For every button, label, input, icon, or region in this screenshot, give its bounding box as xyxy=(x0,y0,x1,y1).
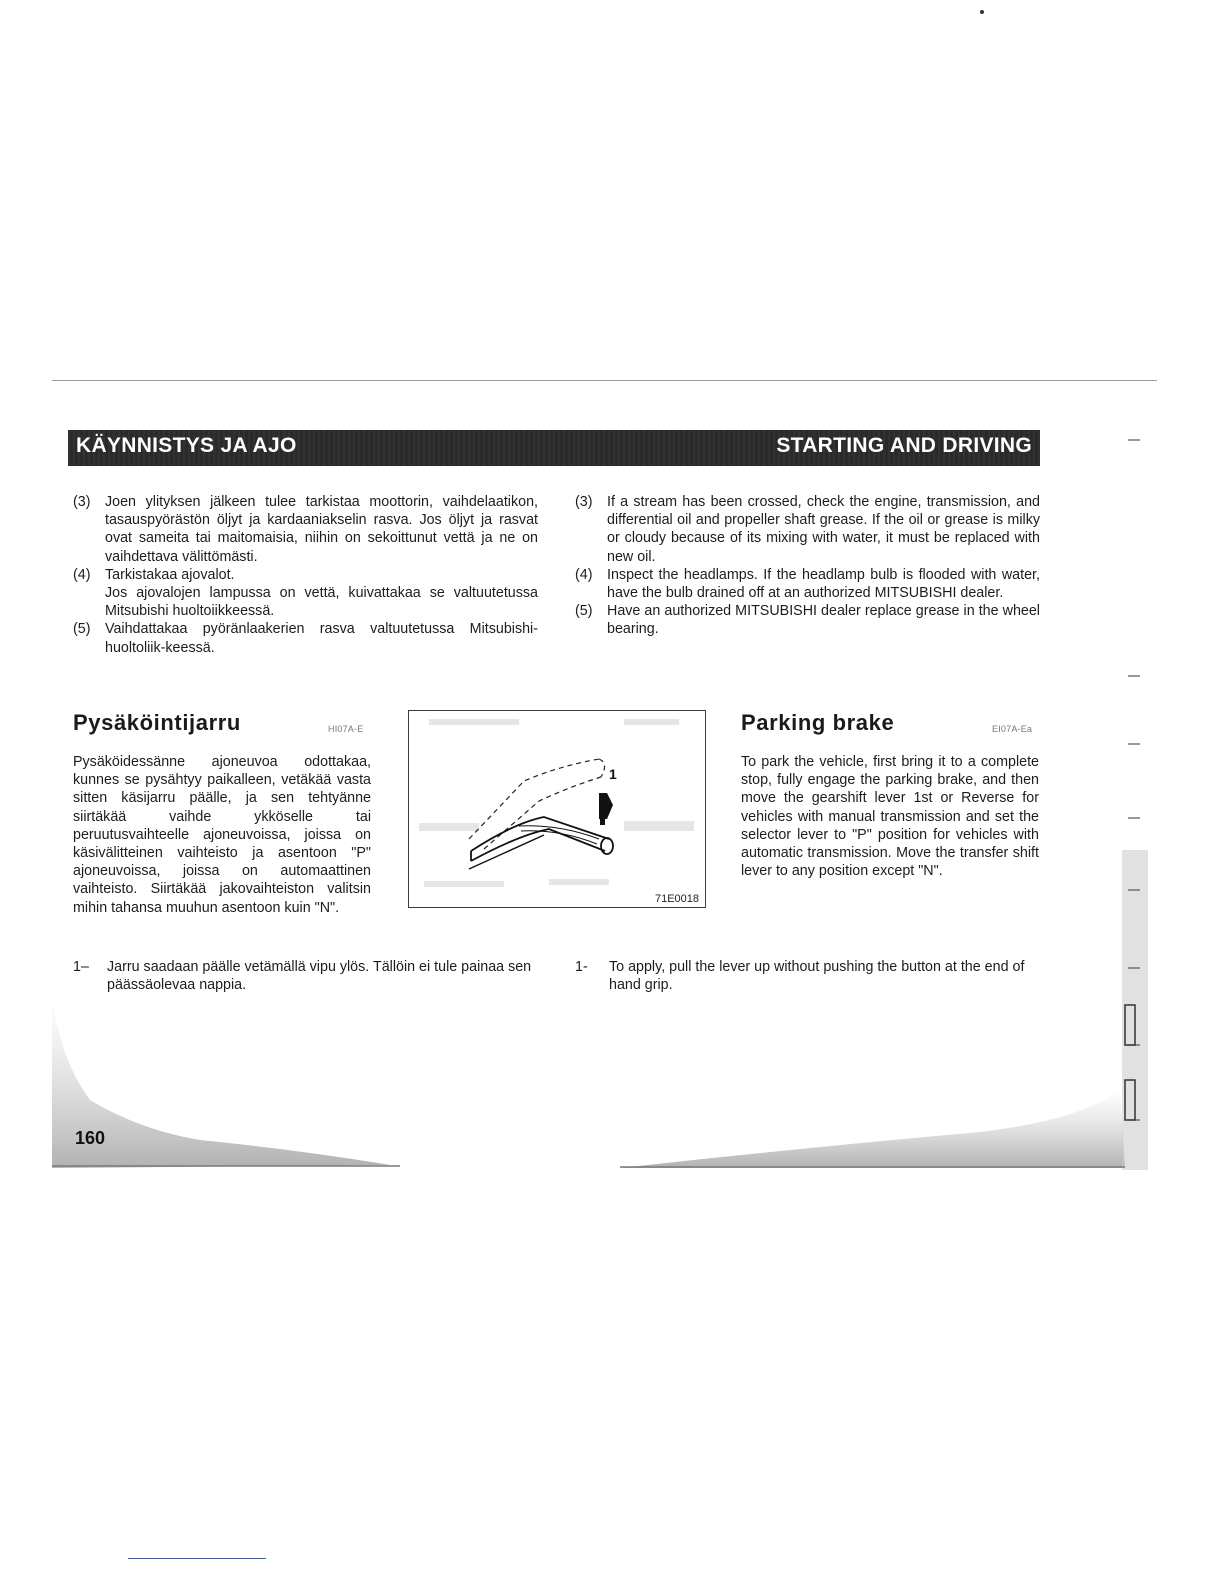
step-number: 1- xyxy=(575,959,588,975)
item-number: (4) xyxy=(73,566,91,583)
section-title-english: Parking brake xyxy=(741,710,895,735)
item-text: Joen ylityksen jälkeen tulee tarkistaa moottorin, vaihdelaatikon, tasauspyörästön öljyt ja kardaaniakselin rasva. Jos öljyt ja rasvat ovat sameita tai maitomaisia, niihin on sekoittunut vettä ja ne on vaihdettava välittömästi. xyxy=(105,494,538,565)
item-number: (4) xyxy=(575,566,593,583)
step-text: Jarru saadaan päälle vetämällä vipu ylös. Tällöin ei tule painaa sen päässäolevaa nappia. xyxy=(107,959,532,994)
header-title-finnish: KÄYNNISTYS JA AJO xyxy=(76,434,297,457)
figure-code: 71E0018 xyxy=(654,893,699,905)
item-text: Vaihdattakaa pyöränlaakerien rasva valtuutetussa Mitsubishi-huoltoliik-keessä. xyxy=(105,621,538,656)
header-title-english: STARTING AND DRIVING xyxy=(776,434,1032,457)
item-number: (5) xyxy=(73,621,91,638)
item-text: Inspect the headlamps. If the headlamp bulb is flooded with water, have the bulb drained off at an authorized MITSUBISHI dealer. xyxy=(607,566,1040,602)
bottom-underline xyxy=(128,1558,266,1559)
page-number: 160 xyxy=(75,1128,106,1148)
item-number: (5) xyxy=(575,603,593,620)
item-text: Have an authorized MITSUBISHI dealer replace grease in the wheel bearing. xyxy=(607,603,1040,638)
section-code-english: EI07A-Ea xyxy=(992,724,1033,734)
section-title-finnish: Pysäköintijarru xyxy=(73,710,241,735)
item-number: (3) xyxy=(73,494,91,510)
step-number: 1– xyxy=(73,959,89,975)
section-code-finnish: HI07A-E xyxy=(328,724,364,734)
step-text: To apply, pull the lever up without pushing the button at the end of hand grip. xyxy=(609,959,1025,994)
item-number: (3) xyxy=(575,494,593,510)
item-text: Tarkistakaa ajovalot. xyxy=(105,566,235,583)
item-text: If a stream has been crossed, check the engine, transmission, and differential oil and propeller shaft grease. If the oil or grease is milky or cloudy because of its mixing with water, it must be replaced with new oil. xyxy=(607,494,1040,565)
figure-callout: 1 xyxy=(609,766,617,782)
item-text: Jos ajovalojen lampussa on vettä, kuivattakaa se valtuutetussa Mitsubishi huoltoiikkeessä. xyxy=(105,585,538,620)
paragraph-finnish: Pysäköidessänne ajoneuvoa odottakaa, kunnes se pysähtyy paikalleen, vetäkää vasta sitten käsijarru päälle, ja sen tehtyänne siirtäkää vaihde ykköselle tai peruutusvaihteelle ajoneuvoissa, joissa on käsivälitteinen vaihteisto ja asentoon "P" ajoneuvoissa, joissa on automaattinen vaihteisto. Siirtäkää jakovaihteiston valitsin mihin tahansa muuhun asentoon kuin "N". xyxy=(73,754,371,916)
paragraph-english: To park the vehicle, first bring it to a complete stop, fully engage the parking brake, and then move the gearshift lever 1st or Reverse for vehicles with manual transmission and set the selector lever to "P" position for vehicles with automatic transmission. Move the transfer shift lever to any position except "N". xyxy=(741,754,1039,880)
